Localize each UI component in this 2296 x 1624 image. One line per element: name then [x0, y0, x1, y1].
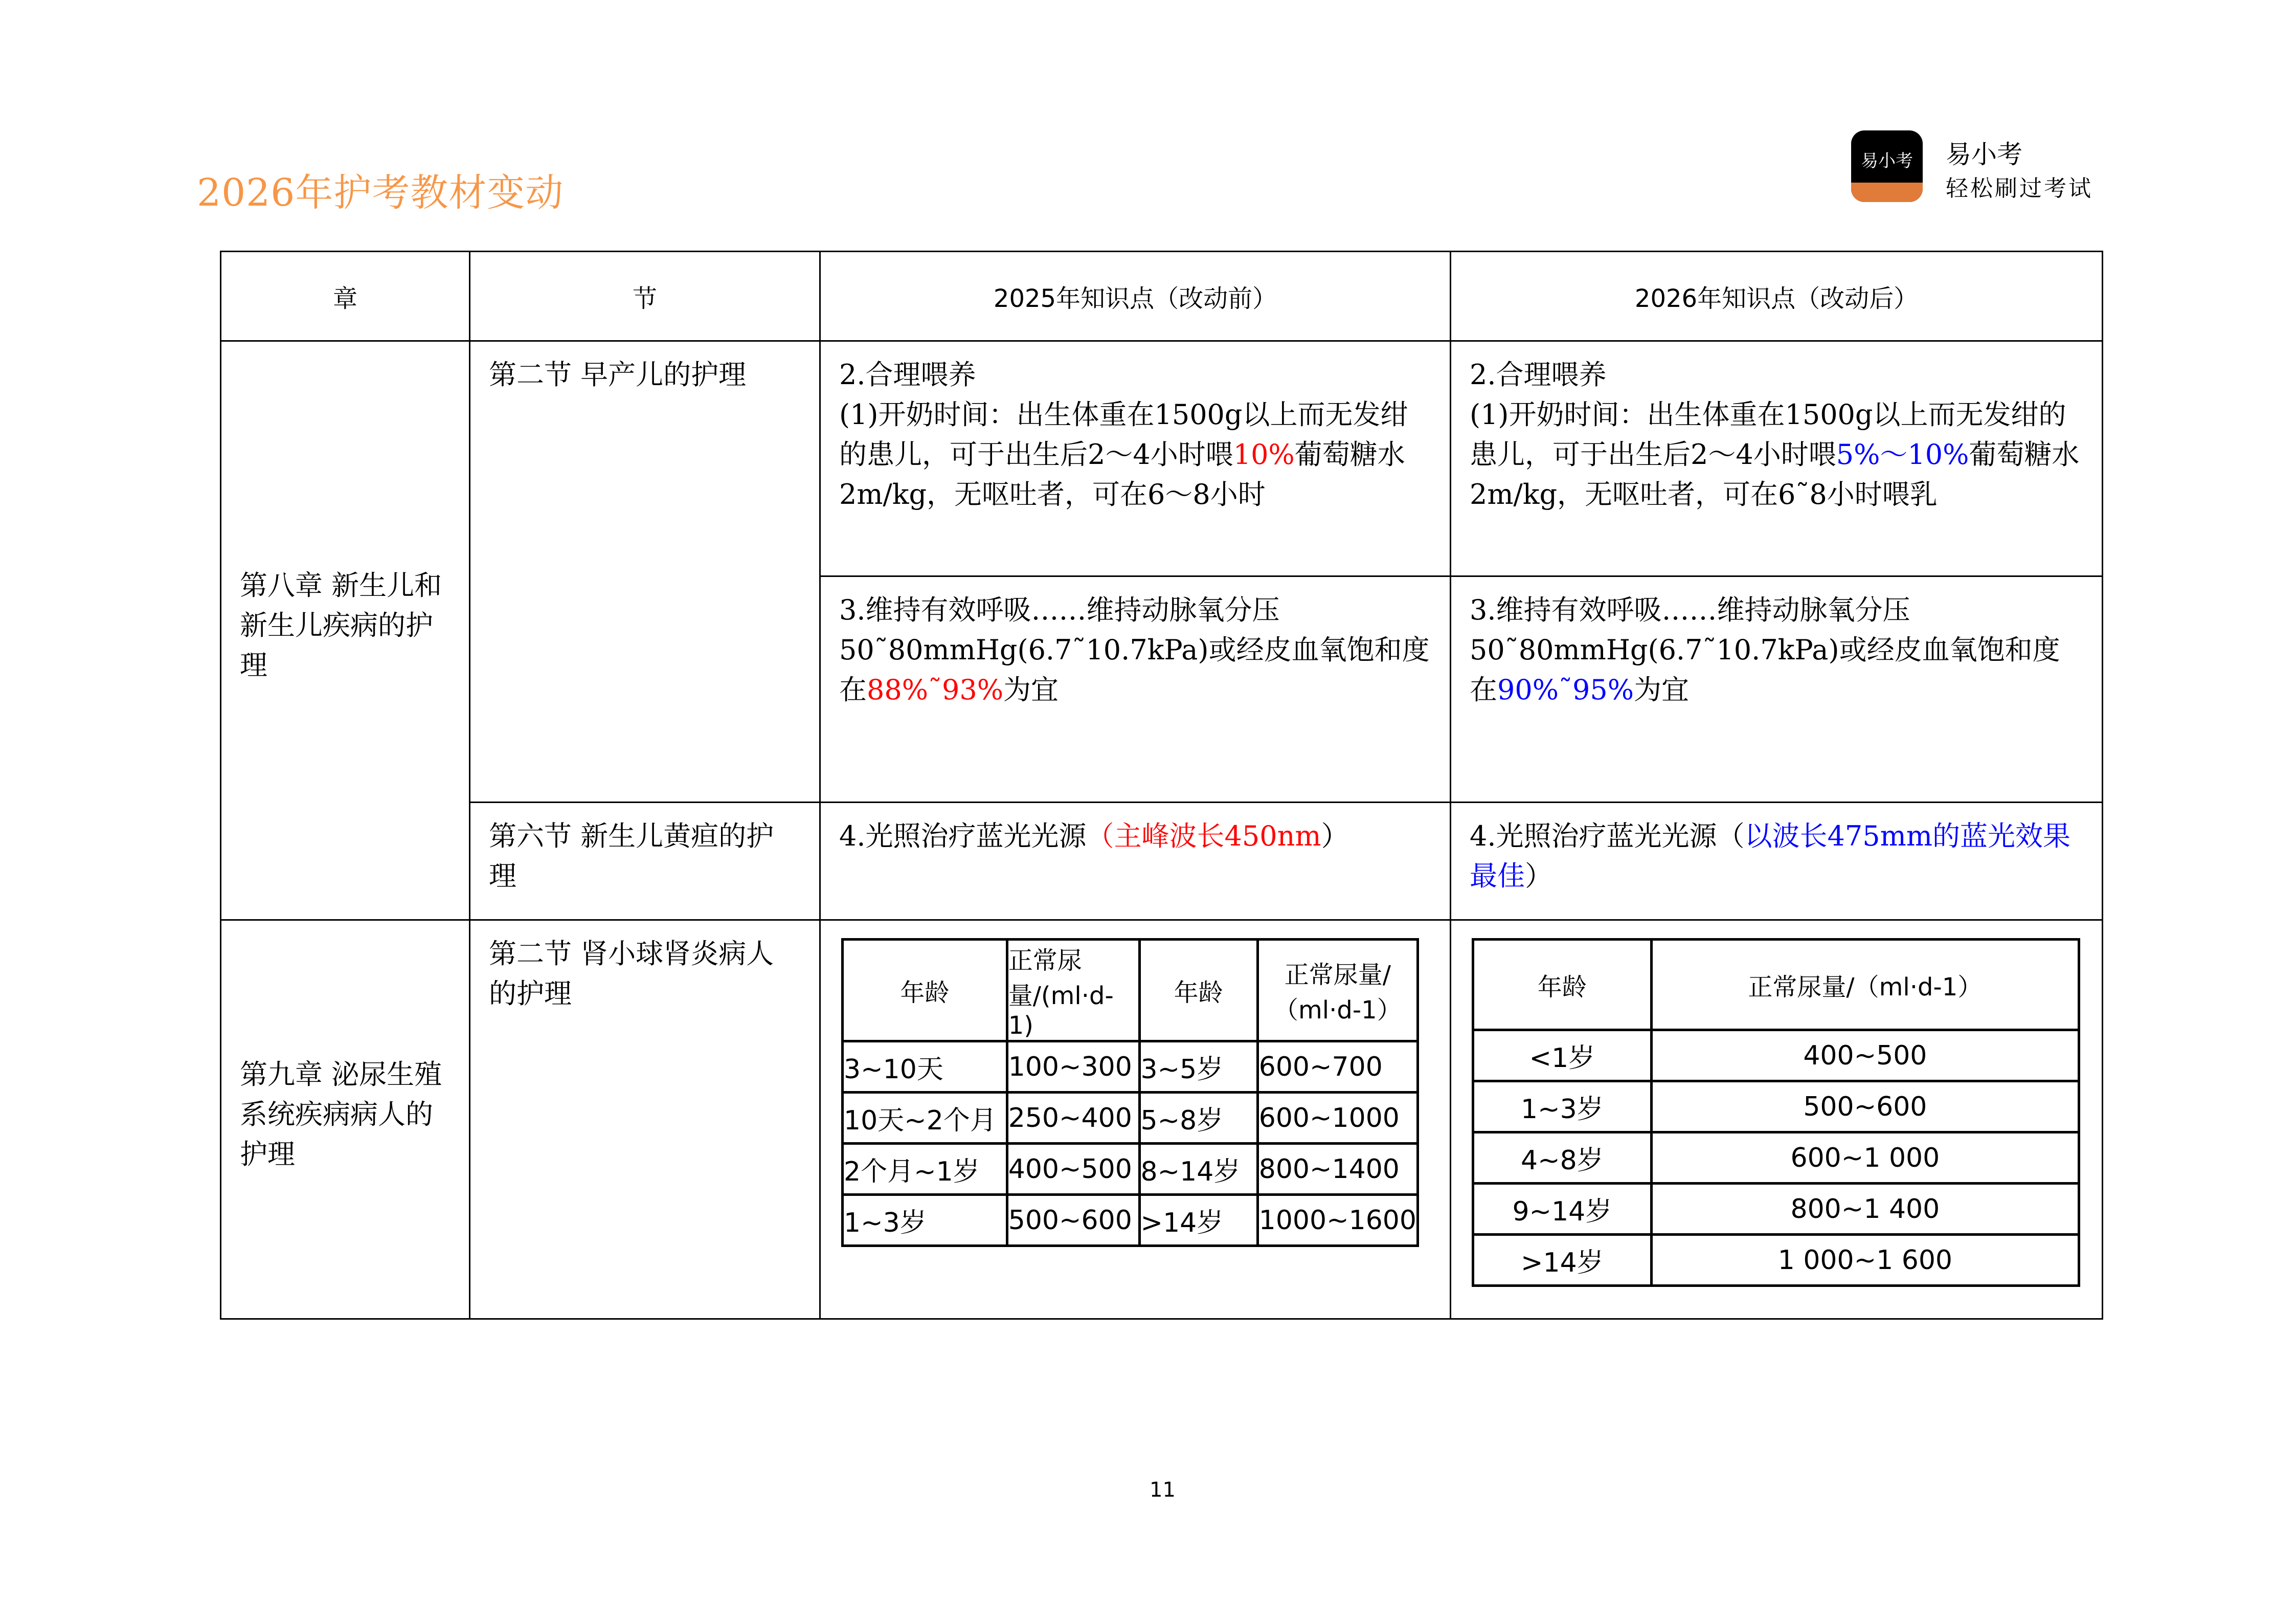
after-text-tail: ）: [1525, 860, 1552, 892]
urine-header: 年龄: [843, 940, 1007, 1041]
table-header-row: [221, 252, 2103, 341]
urine-row: [1473, 1184, 2079, 1235]
section-cell: [470, 920, 820, 1319]
urine-row: [843, 1195, 1418, 1246]
volume-cell: 400~500: [1007, 1144, 1139, 1195]
age-cell: 5~8岁: [1139, 1093, 1257, 1144]
age-cell: >14岁: [1473, 1235, 1652, 1286]
after-cell: [1451, 803, 2103, 920]
urine-table-before: [841, 938, 1419, 1247]
after-cell: [1451, 576, 2103, 803]
before-cell: [820, 341, 1451, 576]
brand-slogan: 轻松刷过考试: [1946, 175, 2093, 202]
urine-row: [843, 1041, 1418, 1093]
urine-header: 年龄: [1139, 940, 1257, 1041]
urine-header: 正常尿量/（ml·d-1）: [1651, 940, 2079, 1030]
urine-header-row: [1473, 940, 2079, 1030]
age-cell: 8~14岁: [1139, 1144, 1257, 1195]
age-cell: 2个月~1岁: [843, 1144, 1007, 1195]
age-cell: 1~3岁: [843, 1195, 1007, 1246]
urine-row: [1473, 1235, 2079, 1286]
chapter-name: 第八章 新生儿和新生儿疾病的护理: [240, 569, 442, 681]
item-heading: 2.合理喂养: [839, 359, 976, 391]
header-section: 节: [470, 252, 820, 341]
old-value: （主峰波长450nm: [1086, 820, 1321, 852]
before-text: 4.光照治疗蓝光光源: [839, 820, 1087, 852]
urine-header: 年龄: [1473, 940, 1652, 1030]
volume-cell: 250~400: [1007, 1093, 1139, 1144]
section-name: 第六节 新生儿黄疸的护理: [489, 820, 774, 892]
age-cell: 10天~2个月: [843, 1093, 1007, 1144]
section-name: 第二节 早产儿的护理: [489, 359, 747, 391]
volume-cell: 600~1 000: [1651, 1132, 2079, 1184]
table-row: [221, 803, 2103, 920]
after-text-tail: 葡萄糖水2m/kg，无呕吐者，可在6˜8小时喂乳: [1470, 438, 2080, 510]
volume-cell: 1 000~1 600: [1651, 1235, 2079, 1286]
old-value: 88%˜93%: [867, 674, 1004, 706]
before-text: 3.维持有效呼吸……维持动脉氧分压50˜80mmHg(6.7˜10.7kPa)或经皮血氧饱和度在: [839, 594, 1430, 706]
volume-cell: 1000~1600: [1257, 1195, 1417, 1246]
brand-name: 易小考: [1946, 140, 2022, 169]
urine-table-after: [1472, 938, 2080, 1287]
after-text: 3.维持有效呼吸……维持动脉氧分压50˜80mmHg(6.7˜10.7kPa)或经皮血氧饱和度在: [1470, 594, 2060, 706]
urine-header: 正常尿量/（ml·d-1）: [1257, 940, 1417, 1041]
after-text-tail: 为宜: [1634, 674, 1690, 706]
before-text-tail: 为宜: [1003, 674, 1059, 706]
header-before: 2025年知识点（改动前）: [820, 252, 1451, 341]
volume-cell: 800~1 400: [1651, 1184, 2079, 1235]
header-chapter: 章: [221, 252, 470, 341]
header-after: 2026年知识点（改动后）: [1451, 252, 2103, 341]
after-cell: [1451, 341, 2103, 576]
age-cell: 1~3岁: [1473, 1081, 1652, 1132]
volume-cell: 400~500: [1651, 1030, 2079, 1081]
volume-cell: 800~1400: [1257, 1144, 1417, 1195]
before-text: (1)开奶时间：出生体重在1500g以上而无发绀的患儿，可于出生后2～4小时喂: [839, 398, 1408, 471]
urine-header: 正常尿量/(ml·d-1): [1007, 940, 1139, 1041]
before-cell: [820, 576, 1451, 803]
table-row: [221, 341, 2103, 576]
urine-row: [1473, 1081, 2079, 1132]
urine-row: [1473, 1030, 2079, 1081]
age-cell: 3~10天: [843, 1041, 1007, 1093]
age-cell: 3~5岁: [1139, 1041, 1257, 1093]
brand-logo-icon: [1851, 130, 1923, 202]
volume-cell: 500~600: [1651, 1081, 2079, 1132]
before-cell: [820, 920, 1451, 1319]
new-value: 90%˜95%: [1497, 674, 1634, 706]
logo-text: 易小考: [1861, 151, 1913, 171]
urine-row: [843, 1093, 1418, 1144]
page-number: 11: [1150, 1478, 1176, 1502]
volume-cell: 100~300: [1007, 1041, 1139, 1093]
volume-cell: 600~700: [1257, 1041, 1417, 1093]
logo-band: [1851, 183, 1923, 202]
urine-row: [1473, 1132, 2079, 1184]
before-cell: [820, 803, 1451, 920]
age-cell: >14岁: [1139, 1195, 1257, 1246]
urine-row: [843, 1144, 1418, 1195]
before-text-tail: 葡萄糖水2m/kg，无呕吐者，可在6～8小时: [839, 438, 1405, 510]
chapter-cell: [221, 920, 470, 1319]
before-text-tail: ）: [1321, 820, 1349, 852]
after-text: (1)开奶时间：出生体重在1500g以上而无发绀的患儿，可于出生后2～4小时喂: [1470, 398, 2066, 471]
age-cell: <1岁: [1473, 1030, 1652, 1081]
age-cell: 9~14岁: [1473, 1184, 1652, 1235]
new-value: 以波长475mm的蓝光效果最佳: [1470, 820, 2071, 892]
changes-table: [220, 251, 2103, 1320]
chapter-cell: [221, 341, 470, 920]
chapter-name: 第九章 泌尿生殖系统疾病病人的护理: [240, 1058, 442, 1170]
section-cell: [470, 803, 820, 920]
section-name: 第二节 肾小球肾炎病人的护理: [489, 938, 774, 1010]
urine-header-row: [843, 940, 1418, 1041]
table-row: [221, 920, 2103, 1319]
after-cell: [1451, 920, 2103, 1319]
new-value: 5%～10%: [1836, 438, 1969, 471]
section-cell: [470, 341, 820, 803]
age-cell: 4~8岁: [1473, 1132, 1652, 1184]
volume-cell: 600~1000: [1257, 1093, 1417, 1144]
item-heading: 2.合理喂养: [1470, 359, 1607, 391]
page-title: 2026年护考教材变动: [197, 171, 564, 215]
after-text: 4.光照治疗蓝光光源（: [1470, 820, 1745, 852]
volume-cell: 500~600: [1007, 1195, 1139, 1246]
old-value: 10%: [1233, 438, 1295, 471]
